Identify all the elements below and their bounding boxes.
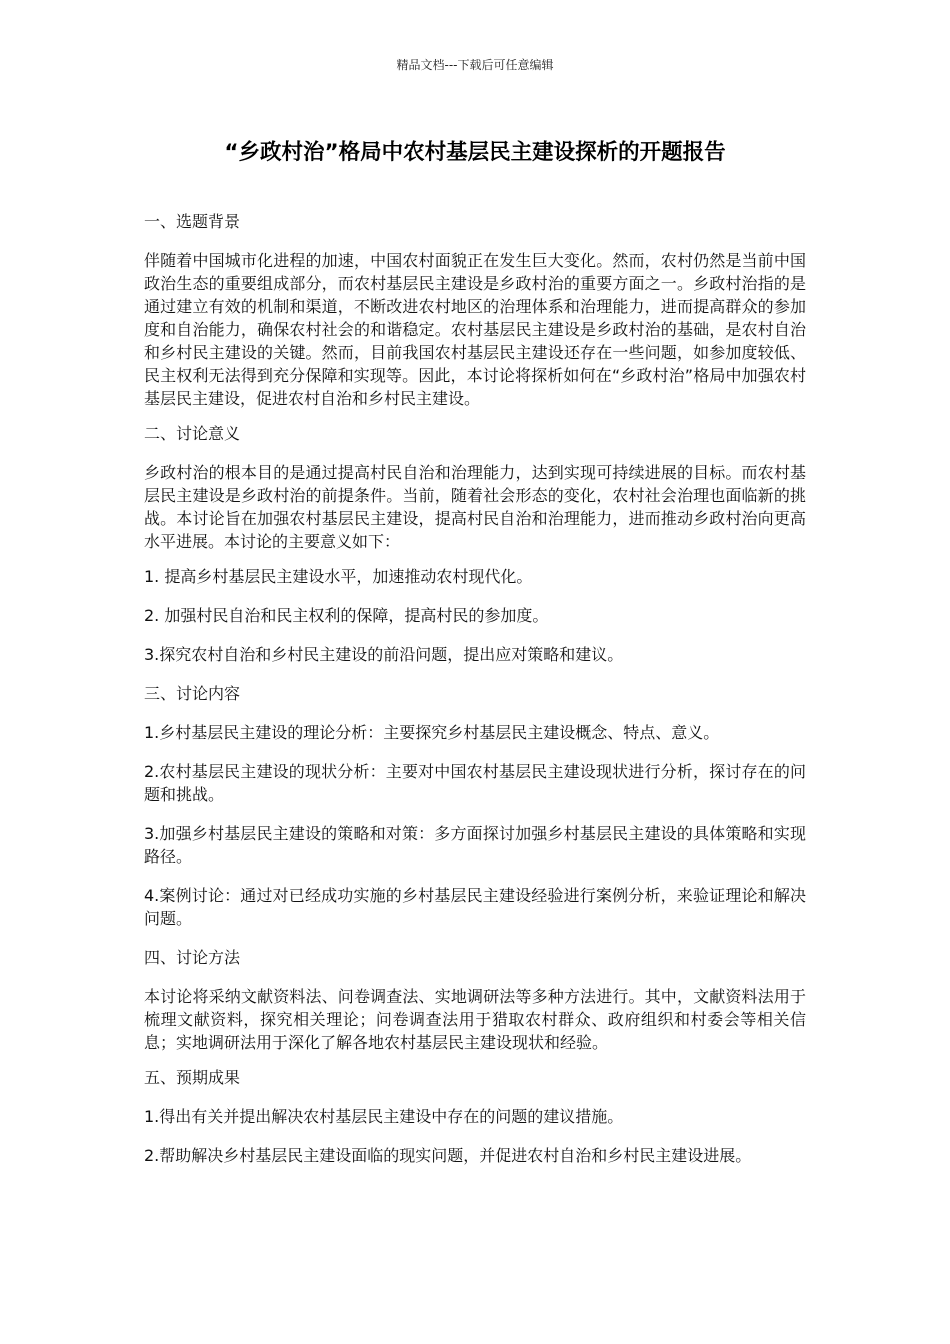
document-body — [144, 210, 806, 1183]
significance-item-1: 1. 提高乡村基层民主建设水平，加速推动农村现代化。 — [144, 567, 533, 586]
section-heading-method: 四、讨论方法 — [144, 948, 241, 967]
outcome-item-1: 1.得出有关并提出解决农村基层民主建设中存在的问题的建议措施。 — [144, 1107, 624, 1126]
content-item-1: 1.乡村基层民主建设的理论分析：主要探究乡村基层民主建设概念、特点、意义。 — [144, 723, 720, 742]
paragraph-method: 本讨论将采纳文献资料法、问卷调查法、实地调研法等多种方法进行。其中，文献资料法用于梳理文献资料，探究相关理论；问卷调查法用于猎取农村群众、政府组织和村委会等相关信息；实地调研法用于深化了解各地农村基层民主建设现状和经验。 — [144, 987, 806, 1052]
significance-item-3: 3.探究农村自治和乡村民主建设的前沿问题，提出应对策略和建议。 — [144, 645, 624, 664]
paragraph-significance: 乡政村治的根本目的是通过提高村民自治和治理能力，达到实现可持续进展的目标。而农村基层民主建设是乡政村治的前提条件。当前，随着社会形态的变化，农村社会治理也面临新的挑战。本讨论旨在加强农村基层民主建设，提高村民自治和治理能力，进而推动乡政村治向更高水平进展。本讨论的主要意义如下： — [144, 463, 806, 551]
section-heading-background: 一、选题背景 — [144, 212, 241, 231]
outcome-item-2: 2.帮助解决乡村基层民主建设面临的现实问题，并促进农村自治和乡村民主建设进展。 — [144, 1146, 752, 1165]
paragraph-background: 伴随着中国城市化进程的加速，中国农村面貌正在发生巨大变化。然而，农村仍然是当前中国政治生态的重要组成部分，而农村基层民主建设是乡政村治的重要方面之一。乡政村治指的是通过建立有效的机制和渠道，不断改进农村地区的治理体系和治理能力，进而提高群众的参加度和自治能力，确保农村社会的和谐稳定。农村基层民主建设是乡政村治的基础，是农村自治和乡村民主建设的关键。然而，目前我国农村基层民主建设还存在一些问题，如参加度较低、民主权利无法得到充分保障和实现等。因此，本讨论将探析如何在“乡政村治”格局中加强农村基层民主建设，促进农村自治和乡村民主建设。 — [144, 251, 806, 408]
content-item-3: 3.加强乡村基层民主建设的策略和对策：多方面探讨加强乡村基层民主建设的具体策略和实现路径。 — [144, 824, 806, 866]
section-heading-significance: 二、讨论意义 — [144, 424, 241, 443]
significance-item-2: 2. 加强村民自治和民主权利的保障，提高村民的参加度。 — [144, 606, 549, 625]
content-item-2: 2.农村基层民主建设的现状分析：主要对中国农村基层民主建设现状进行分析，探讨存在的问题和挑战。 — [144, 762, 806, 804]
document-title: “乡政村治”格局中农村基层民主建设探析的开题报告 — [224, 140, 726, 165]
content-item-4: 4.案例讨论：通过对已经成功实施的乡村基层民主建设经验进行案例分析，来验证理论和解决问题。 — [144, 886, 806, 928]
section-heading-content: 三、讨论内容 — [144, 684, 241, 703]
section-heading-outcomes: 五、预期成果 — [144, 1068, 241, 1087]
page-header: 精品文档---下载后可任意编辑 — [396, 58, 554, 72]
